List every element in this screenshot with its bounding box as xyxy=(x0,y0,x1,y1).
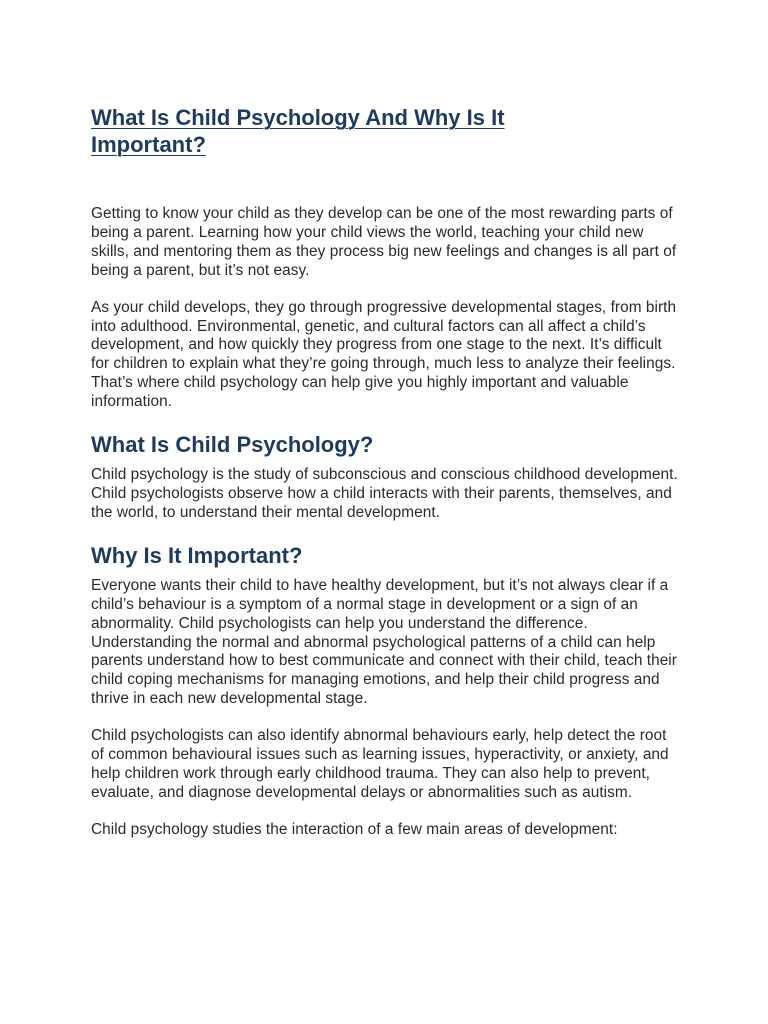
section-2-paragraph-1: Everyone wants their child to have healthy development, but it’s not always clear if a child’s behaviour is a symptom of a normal stage in development or a sign of an abnormality. Child psychologists can help you understand the difference. Understanding the normal and abnormal psychological patterns of a child can help parents understand how to best communicate and connect with their child, teach their child coping mechanisms for managing emotions, and help their child progress and thrive in each new developmental stage. xyxy=(91,576,677,708)
section-heading-what-is: What Is Child Psychology? xyxy=(91,432,374,458)
section-1-paragraph-1: Child psychology is the study of subconscious and conscious childhood development. Child psychologists observe how a child interacts with their parents, themselves, and the world, to understand their mental development. xyxy=(91,466,678,521)
document-title[interactable]: What Is Child Psychology And Why Is It Important? xyxy=(91,105,505,157)
section-heading-why-important: Why Is It Important? xyxy=(91,542,303,568)
document-page xyxy=(91,104,681,840)
section-2-paragraph-3: Child psychology studies the interaction of a few main areas of development: xyxy=(91,820,618,838)
section-2-paragraph-2: Child psychologists can also identify abnormal behaviours early, help detect the root of common behavioural issues such as learning issues, hyperactivity, or anxiety, and help children work through early childhood trauma. They can also help to prevent, evaluate, and diagnose developmental delays or abnormalities such as autism. xyxy=(91,727,669,801)
intro-paragraph-1: Getting to know your child as they develop can be one of the most rewarding parts of being a parent. Learning how your child views the world, teaching your child new skills, and mentoring them as they process big new feelings and changes is all part of being a parent, but it’s not easy. xyxy=(91,205,677,279)
intro-paragraph-2: As your child develops, they go through progressive developmental stages, from birth into adulthood. Environmental, genetic, and cultural factors can all affect a child’s development, and how quickly they progress from one stage to the next. It’s difficult for children to explain what they’re going through, much less to analyze their feelings. That’s where child psychology can help give you highly important and valuable information. xyxy=(91,298,677,411)
